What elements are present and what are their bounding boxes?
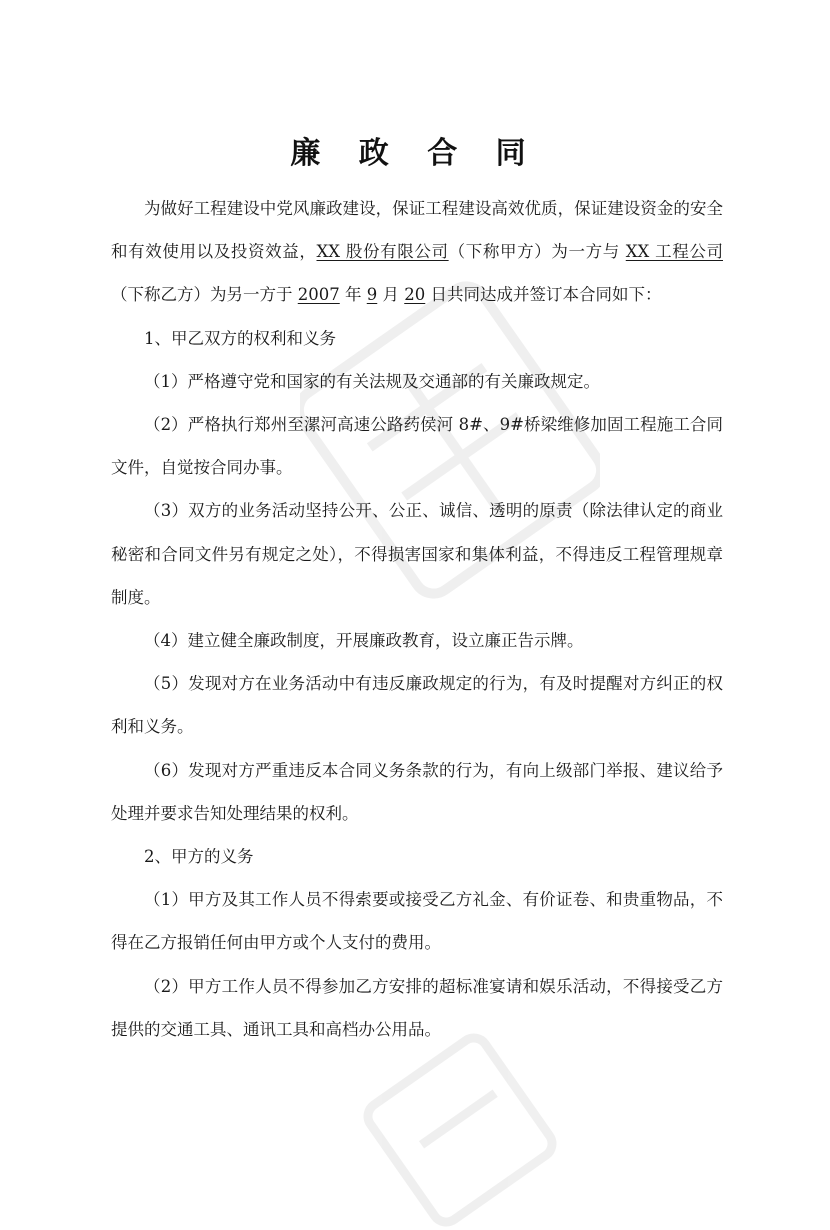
signing-year: 2007 (297, 285, 340, 305)
section-1-item-4: （4）建立健全廉政制度，开展廉政教育，设立廉正告示牌。 (144, 631, 584, 651)
intro-text-1: 为做好工程建设中党风廉政建设，保证工程建设高效优质，保证建设资金的安全和有效使用以及投资效益， (111, 199, 723, 262)
section-heading-2: 2、甲方的义务 (144, 847, 254, 867)
document-title: 廉 政 合 同 (290, 136, 540, 171)
party-b-name: XX 工程公司 (625, 242, 723, 262)
section-1-item-2: （2）严格执行郑州至漯河高速公路药侯河 8#、9#桥梁维修加固工程施工合同文件，自觉按合同办事。 (111, 415, 723, 478)
intro-text-3: （下称乙方）为另一方于 (111, 285, 298, 305)
section-1-item-5: （5）发现对方在业务活动中有违反廉政规定的行为，有及时提醒对方纠正的权利和义务。 (111, 674, 723, 737)
intro-text-2: （下称甲方）为一方与 (448, 242, 626, 262)
section-1-item-6: （6）发现对方严重违反本合同义务条款的行为，有向上级部门举报、建议给予处理并要求告知处理结果的权利。 (111, 760, 723, 823)
section-heading-1: 1、甲乙双方的权利和义务 (144, 328, 336, 348)
section-1-item-1: （1）严格遵守党和国家的有关法规及交通部的有关廉政规定。 (144, 371, 600, 391)
intro-text-4: 日共同达成并签订本合同如下： (425, 285, 662, 305)
month-unit: 月 (377, 285, 405, 305)
section-2-item-2: （2）甲方工作人员不得参加乙方安排的超标准宴请和娱乐活动，不得接受乙方提供的交通工具、通讯工具和高档办公用品。 (111, 976, 723, 1039)
section-2-item-1: （1）甲方及其工作人员不得索要或接受乙方礼金、有价证卷、和贵重物品，不得在乙方报销任何由甲方或个人支付的费用。 (111, 890, 723, 953)
year-unit: 年 (339, 285, 367, 305)
section-1-item-3: （3）双方的业务活动坚持公开、公正、诚信、透明的原责（除法律认定的商业秘密和合同文件另有规定之处），不得损害国家和集体利益，不得违反工程管理规章制度。 (111, 501, 723, 607)
intro-paragraph (111, 187, 723, 317)
document-body (111, 187, 723, 1051)
party-a-name: XX 股份有限公司 (316, 242, 449, 262)
signing-month: 9 (366, 285, 378, 305)
signing-day: 20 (404, 285, 426, 305)
